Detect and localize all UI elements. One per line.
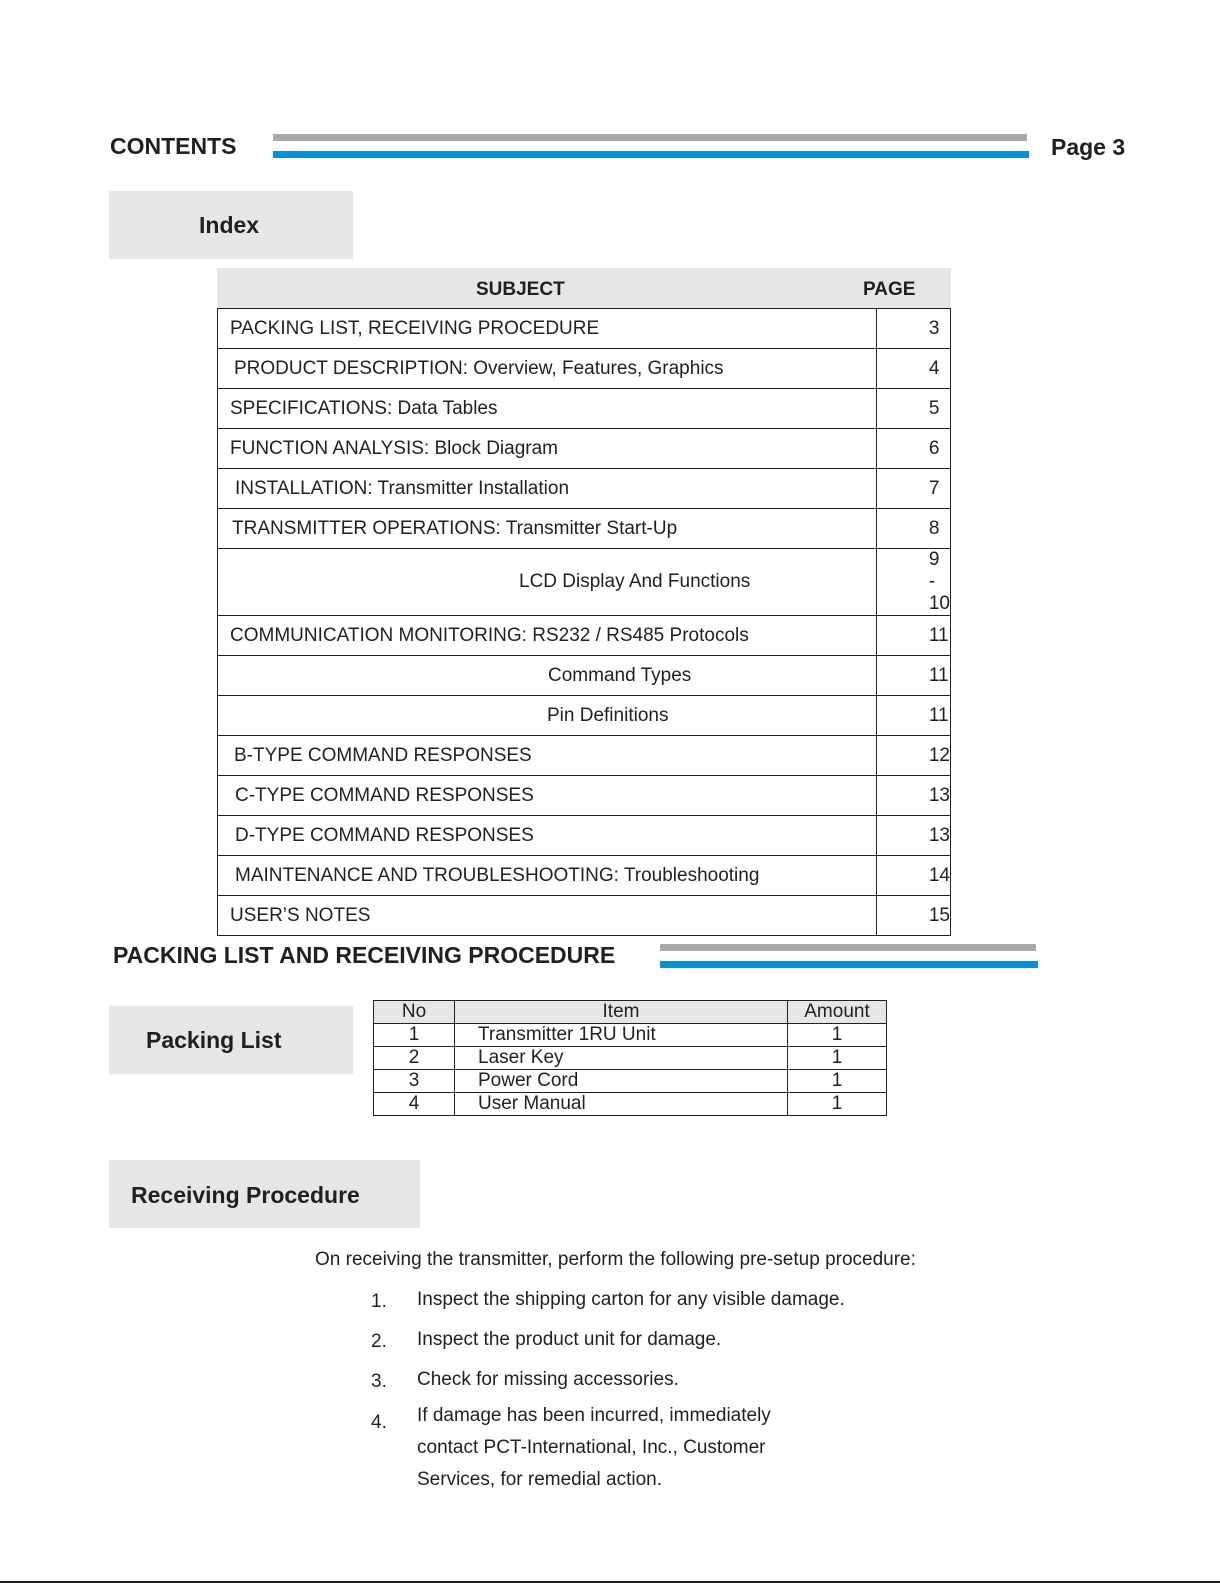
section-rule-blue — [660, 961, 1038, 968]
item-cell: Power Cord — [455, 1070, 788, 1093]
header-rule-blue — [273, 151, 1029, 158]
table-row — [218, 389, 951, 429]
page-cell: 11 — [876, 696, 950, 736]
page-cell: 3 — [876, 309, 950, 349]
table-row — [218, 896, 951, 936]
header-rule-gray — [273, 134, 1027, 141]
no-cell: 1 — [374, 1024, 455, 1047]
subject-cell: PRODUCT DESCRIPTION: Overview, Features, Graphics — [218, 349, 877, 389]
item-cell: Laser Key — [455, 1047, 788, 1070]
page-cell: 12 — [876, 736, 950, 776]
packing-table — [373, 1000, 887, 1116]
subject-cell: LCD Display And Functions — [218, 549, 877, 616]
index-table-header — [217, 268, 951, 308]
page-cell: 14 — [876, 856, 950, 896]
step-number: 3. — [371, 1371, 387, 1392]
page-cell: 6 — [876, 429, 950, 469]
page-cell: 11 — [876, 656, 950, 696]
table-row — [218, 509, 951, 549]
subject-cell: USER’S NOTES — [218, 896, 877, 936]
step-text: contact PCT-International, Inc., Customer — [417, 1437, 766, 1458]
amount-cell: 1 — [788, 1024, 887, 1047]
amount-cell: 1 — [788, 1047, 887, 1070]
subject-cell: Command Types — [218, 656, 877, 696]
no-cell: 3 — [374, 1070, 455, 1093]
amount-column-header: Amount — [788, 1001, 887, 1024]
index-label-box — [109, 191, 353, 259]
receiving-intro: On receiving the transmitter, perform the following pre-setup procedure: — [315, 1249, 916, 1270]
table-row — [374, 1093, 887, 1116]
step-number: 4. — [371, 1412, 387, 1433]
subject-cell: INSTALLATION: Transmitter Installation — [218, 469, 877, 509]
subject-cell: B-TYPE COMMAND RESPONSES — [218, 736, 877, 776]
subject-cell: FUNCTION ANALYSIS: Block Diagram — [218, 429, 877, 469]
packing-list-label: Packing List — [146, 1027, 282, 1053]
item-column-header: Item — [455, 1001, 788, 1024]
step-number: 2. — [371, 1331, 387, 1352]
page-cell: 11 — [876, 616, 950, 656]
table-row — [218, 656, 951, 696]
table-row — [218, 696, 951, 736]
table-header-row — [374, 1001, 887, 1024]
page-cell: 9 - 10 — [876, 549, 950, 616]
packing-section-title: PACKING LIST AND RECEIVING PROCEDURE — [113, 942, 616, 968]
step-number: 1. — [371, 1291, 387, 1312]
table-row — [218, 549, 951, 616]
page-cell: 13 — [876, 776, 950, 816]
subject-cell: D-TYPE COMMAND RESPONSES — [218, 816, 877, 856]
subject-cell: TRANSMITTER OPERATIONS: Transmitter Start-Up — [218, 509, 877, 549]
subject-cell: C-TYPE COMMAND RESPONSES — [218, 776, 877, 816]
step-text: If damage has been incurred, immediately — [417, 1405, 771, 1426]
receiving-procedure-label-box — [109, 1160, 420, 1228]
table-row — [374, 1047, 887, 1070]
subject-cell: PACKING LIST, RECEIVING PROCEDURE — [218, 309, 877, 349]
table-row — [374, 1024, 887, 1047]
item-cell: User Manual — [455, 1093, 788, 1116]
table-row — [218, 736, 951, 776]
table-row — [218, 349, 951, 389]
page-number: Page 3 — [1051, 134, 1126, 160]
page-cell: 4 — [876, 349, 950, 389]
step-text: Inspect the shipping carton for any visible damage. — [417, 1289, 845, 1310]
page-cell: 13 — [876, 816, 950, 856]
table-row — [374, 1070, 887, 1093]
table-row — [218, 856, 951, 896]
no-cell: 4 — [374, 1093, 455, 1116]
step-text: Inspect the product unit for damage. — [417, 1329, 722, 1350]
step-text: Services, for remedial action. — [417, 1469, 662, 1490]
subject-column-header: SUBJECT — [476, 279, 565, 300]
index-label: Index — [199, 212, 260, 238]
table-row — [218, 776, 951, 816]
subject-cell: MAINTENANCE AND TROUBLESHOOTING: Troubleshooting — [218, 856, 877, 896]
amount-cell: 1 — [788, 1070, 887, 1093]
page-column-header: PAGE — [863, 279, 916, 300]
receiving-procedure-label: Receiving Procedure — [131, 1182, 360, 1208]
subject-cell: COMMUNICATION MONITORING: RS232 / RS485 Protocols — [218, 616, 877, 656]
packing-list-label-box — [109, 1006, 353, 1074]
item-cell: Transmitter 1RU Unit — [455, 1024, 788, 1047]
contents-title: CONTENTS — [110, 133, 237, 159]
table-row — [218, 469, 951, 509]
index-table — [217, 308, 951, 936]
table-row — [218, 309, 951, 349]
page-cell: 7 — [876, 469, 950, 509]
subject-cell: Pin Definitions — [218, 696, 877, 736]
page-cell: 5 — [876, 389, 950, 429]
amount-cell: 1 — [788, 1093, 887, 1116]
no-cell: 2 — [374, 1047, 455, 1070]
table-row — [218, 616, 951, 656]
step-text: Check for missing accessories. — [417, 1369, 679, 1390]
page-cell: 15 — [876, 896, 950, 936]
table-row — [218, 429, 951, 469]
no-column-header: No — [374, 1001, 455, 1024]
section-rule-gray — [660, 944, 1036, 951]
table-row — [218, 816, 951, 856]
page-cell: 8 — [876, 509, 950, 549]
subject-cell: SPECIFICATIONS: Data Tables — [218, 389, 877, 429]
